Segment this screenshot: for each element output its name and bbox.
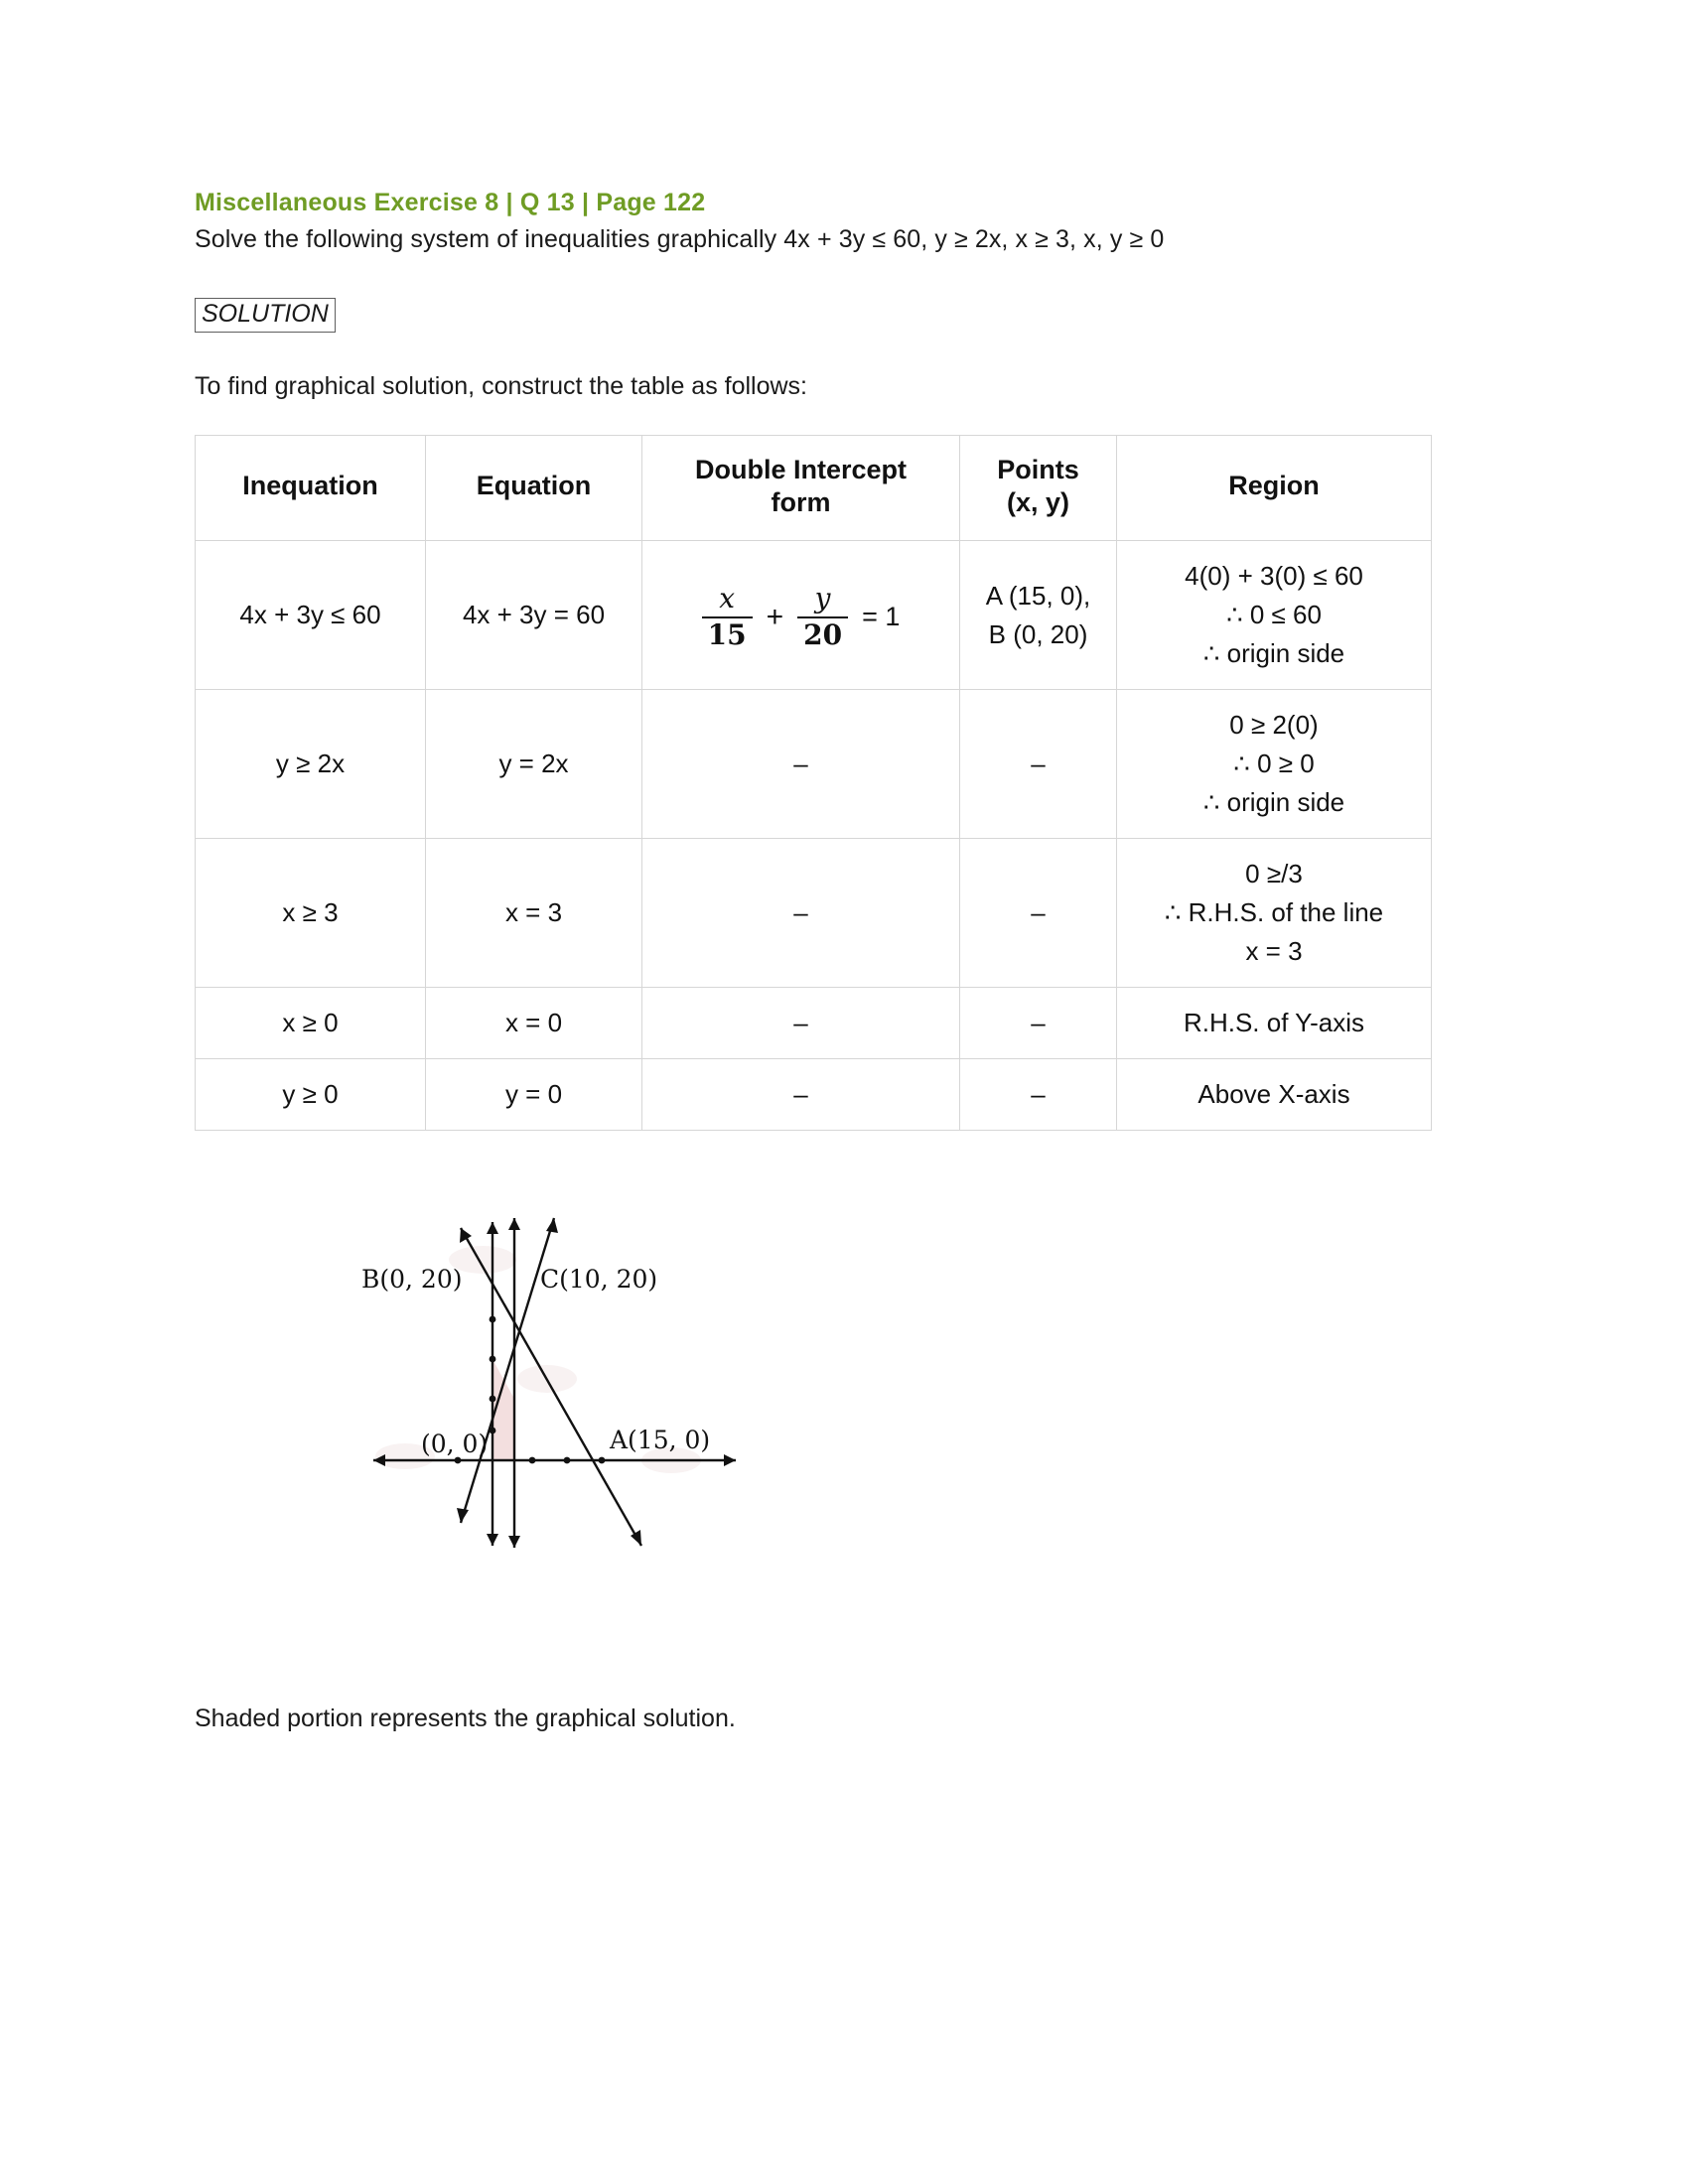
fraction-y-over-20 bbox=[797, 581, 848, 651]
line-x3-arrow-down bbox=[508, 1536, 520, 1548]
table-row bbox=[196, 1059, 1432, 1131]
line-4x3y-arrow-down bbox=[631, 1530, 641, 1546]
axis-tick-dot bbox=[564, 1457, 571, 1464]
cell-points: – bbox=[960, 690, 1117, 839]
point-b: B (0, 20) bbox=[988, 618, 1088, 649]
graph-label-origin: (0, 0) bbox=[421, 1430, 489, 1458]
line-y2x-arrow-down bbox=[457, 1508, 469, 1523]
line-y2x-arrow bbox=[546, 1218, 558, 1233]
lead-text: To find graphical solution, construct the table as follows: bbox=[195, 371, 808, 400]
graph-label-a: A(15, 0) bbox=[610, 1426, 711, 1454]
region-line: x = 3 bbox=[1245, 936, 1303, 966]
cell-equation: x = 0 bbox=[426, 988, 642, 1059]
cell-equation: 4x + 3y = 60 bbox=[426, 541, 642, 690]
header-equation: Equation bbox=[426, 435, 642, 541]
question-heading: Miscellaneous Exercise 8 | Q 13 | Page 122 bbox=[195, 189, 706, 216]
content-column bbox=[195, 189, 1485, 1733]
header-double-intercept bbox=[642, 435, 960, 541]
header-double-intercept-line1: Double Intercept bbox=[694, 454, 908, 484]
axis-tick-dot bbox=[529, 1457, 536, 1464]
region-line: ∴ 0 ≥ 0 bbox=[1233, 749, 1315, 778]
cell-equation: y = 2x bbox=[426, 690, 642, 839]
graph-label-b: B(0, 20) bbox=[361, 1265, 463, 1294]
fraction-denominator: 15 bbox=[702, 616, 753, 651]
cell-double-intercept: – bbox=[642, 839, 960, 988]
question-text: Solve the following system of inequalities graphically 4x + 3y ≤ 60, y ≥ 2x, x ≥ 3, x, y ≥ 0 bbox=[195, 225, 1165, 253]
cell-region bbox=[1117, 690, 1432, 839]
axis-tick-dot bbox=[599, 1457, 606, 1464]
cell-region bbox=[1117, 839, 1432, 988]
x-axis-arrow bbox=[724, 1454, 736, 1466]
region-line: 0 ≥ 2(0) bbox=[1229, 710, 1319, 740]
fraction-numerator: x bbox=[719, 581, 735, 614]
cell-equation: y = 0 bbox=[426, 1059, 642, 1131]
header-points-line2: (x, y) bbox=[1006, 487, 1070, 518]
region-line: 4(0) + 3(0) ≤ 60 bbox=[1185, 561, 1363, 591]
cell-inequation: y ≥ 0 bbox=[196, 1059, 426, 1131]
region-line: ∴ origin side bbox=[1202, 787, 1345, 817]
axis-tick-dot bbox=[490, 1316, 496, 1323]
point-a: A (15, 0), bbox=[985, 580, 1091, 611]
table-header-row bbox=[196, 435, 1432, 541]
plus-sign: + bbox=[766, 601, 784, 633]
line-4x3y-arrow-up bbox=[460, 1228, 472, 1243]
axis-tick-dot bbox=[490, 1428, 496, 1434]
cell-region: R.H.S. of Y-axis bbox=[1117, 988, 1432, 1059]
cell-double-intercept: – bbox=[642, 988, 960, 1059]
line-x3-arrow-up bbox=[508, 1218, 520, 1230]
cell-double-intercept bbox=[642, 541, 960, 690]
y-axis-arrow-down bbox=[487, 1534, 498, 1546]
table-row bbox=[196, 988, 1432, 1059]
graph-label-c: C(10, 20) bbox=[540, 1265, 658, 1294]
solution-label: SOLUTION bbox=[195, 298, 336, 333]
cell-points: – bbox=[960, 839, 1117, 988]
cell-inequation: x ≥ 0 bbox=[196, 988, 426, 1059]
region-line: 0 ≥/3 bbox=[1245, 859, 1303, 888]
axis-tick-dot bbox=[490, 1396, 496, 1403]
cell-region: Above X-axis bbox=[1117, 1059, 1432, 1131]
equals-one: = 1 bbox=[862, 602, 901, 632]
region-line: ∴ origin side bbox=[1202, 638, 1345, 668]
region-line: ∴ 0 ≤ 60 bbox=[1226, 600, 1322, 629]
cell-points: – bbox=[960, 1059, 1117, 1131]
graph-figure bbox=[195, 1200, 1431, 1687]
cell-double-intercept: – bbox=[642, 690, 960, 839]
region-line: ∴ R.H.S. of the line bbox=[1164, 897, 1384, 927]
cell-inequation: 4x + 3y ≤ 60 bbox=[196, 541, 426, 690]
solution-table bbox=[195, 435, 1432, 1132]
header-points bbox=[960, 435, 1117, 541]
y-axis-arrow bbox=[487, 1222, 498, 1234]
header-double-intercept-line2: form bbox=[771, 487, 831, 518]
cell-inequation: y ≥ 2x bbox=[196, 690, 426, 839]
fraction-numerator: y bbox=[814, 581, 831, 614]
cell-inequation: x ≥ 3 bbox=[196, 839, 426, 988]
cell-double-intercept: – bbox=[642, 1059, 960, 1131]
fraction-denominator: 20 bbox=[797, 616, 848, 651]
closing-text: Shaded portion represents the graphical solution. bbox=[195, 1705, 736, 1732]
table-row bbox=[196, 839, 1432, 988]
axis-tick-dot bbox=[490, 1356, 496, 1363]
fraction-x-over-15 bbox=[702, 581, 753, 651]
cell-points bbox=[960, 541, 1117, 690]
table-row bbox=[196, 541, 1432, 690]
header-region: Region bbox=[1117, 435, 1432, 541]
cell-equation: x = 3 bbox=[426, 839, 642, 988]
cell-points: – bbox=[960, 988, 1117, 1059]
graph-svg bbox=[344, 1200, 959, 1687]
table-row bbox=[196, 690, 1432, 839]
cell-region bbox=[1117, 541, 1432, 690]
header-inequation: Inequation bbox=[196, 435, 426, 541]
header-points-line1: Points bbox=[997, 454, 1079, 484]
